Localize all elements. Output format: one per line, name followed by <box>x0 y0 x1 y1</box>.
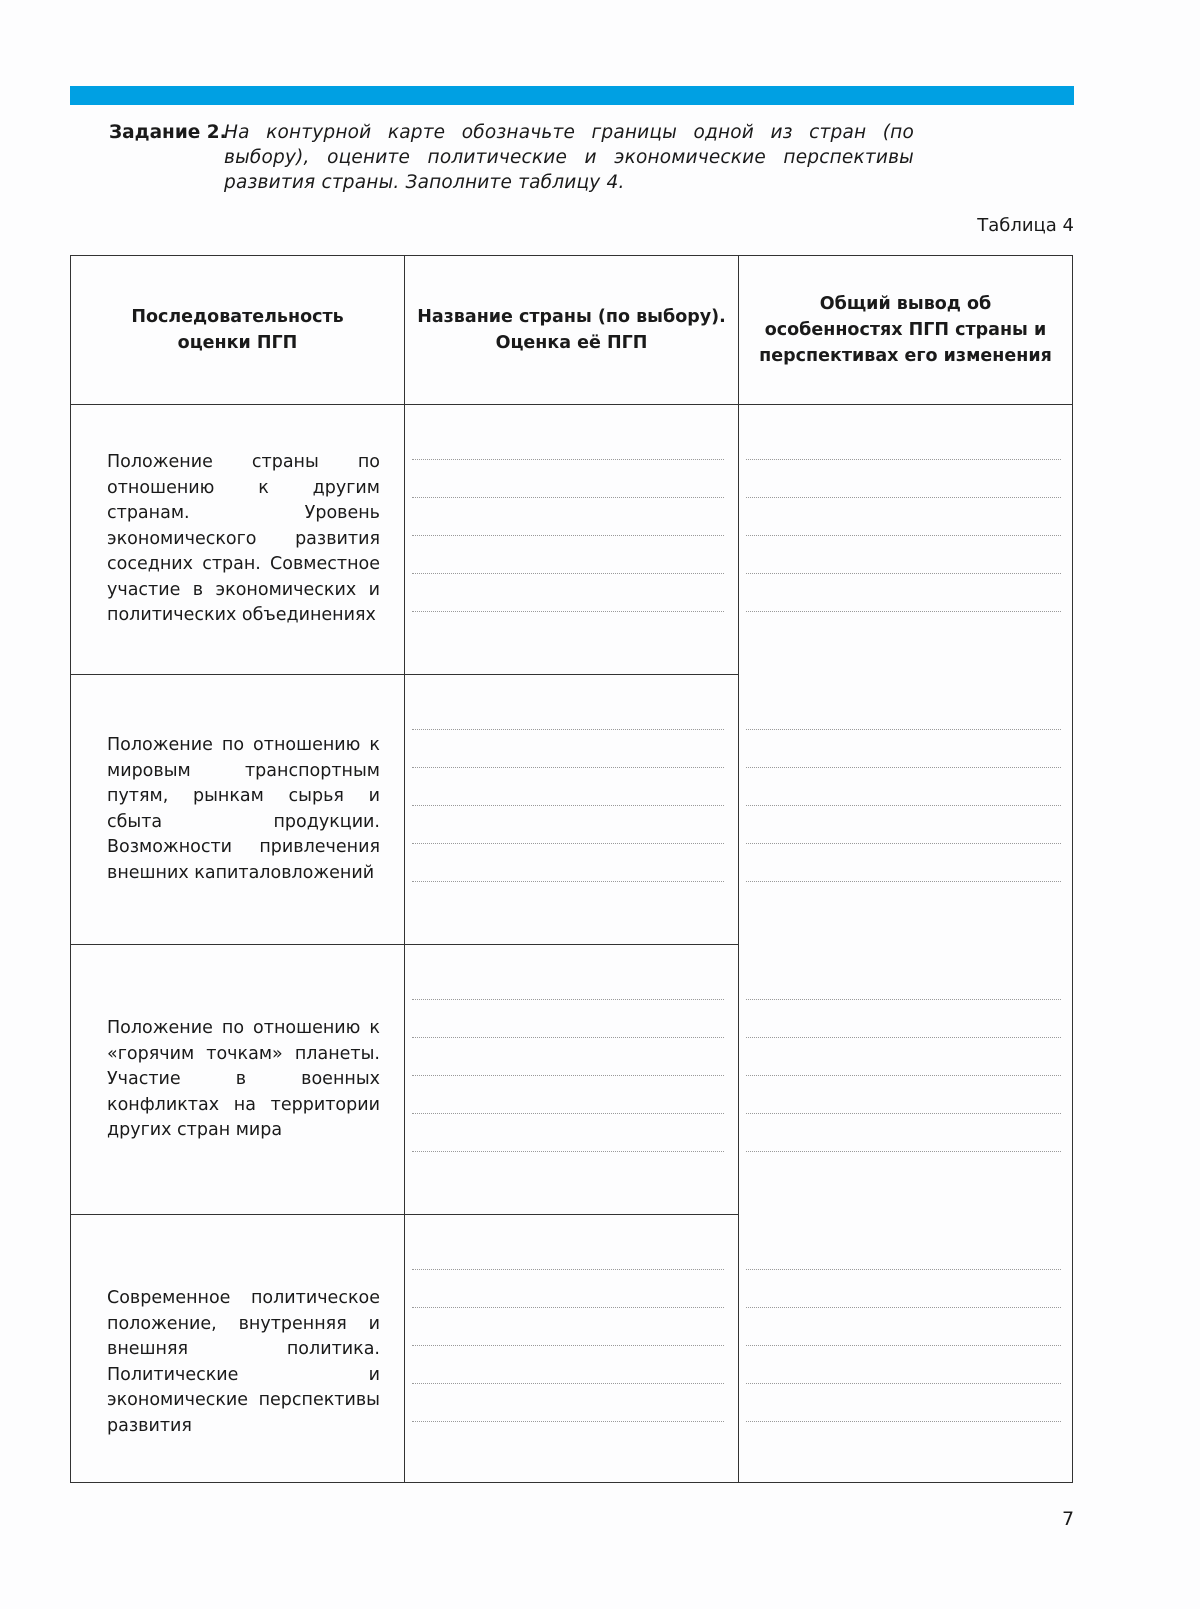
dotted-writing-line <box>746 805 1061 806</box>
dotted-writing-line <box>412 1037 724 1038</box>
dotted-writing-line <box>412 843 724 844</box>
dotted-writing-line <box>746 497 1061 498</box>
dotted-writing-line <box>412 535 724 536</box>
dotted-writing-line <box>746 1037 1061 1038</box>
assessment-table <box>70 255 1073 1483</box>
header-sequence <box>71 256 404 404</box>
dotted-writing-line <box>746 843 1061 844</box>
dotted-writing-line <box>746 1269 1061 1270</box>
header-conclusion <box>739 256 1072 404</box>
dotted-writing-line <box>412 1113 724 1114</box>
top-accent-bar <box>70 86 1074 105</box>
row-divider <box>71 944 739 945</box>
dotted-writing-line <box>746 1383 1061 1384</box>
dotted-writing-line <box>412 497 724 498</box>
row-4-text: Современное политическое положение, внутренняя и внешняя политика. Политические и экономические перспективы развития <box>107 1288 380 1436</box>
header-country <box>405 256 738 404</box>
header-country-text: Название страны (по выбору). Оценка её ПГП <box>417 307 726 353</box>
dotted-writing-line <box>412 1151 724 1152</box>
dotted-writing-line <box>746 611 1061 612</box>
dotted-writing-line <box>412 767 724 768</box>
column-divider <box>738 256 739 1482</box>
dotted-writing-line <box>746 459 1061 460</box>
dotted-writing-line <box>412 1307 724 1308</box>
task-text: На контурной карте обозначьте границы одной из стран (по выбору), оцените политические и экономические перспективы развития страны. Заполните таблицу 4. <box>224 122 914 193</box>
table-caption: Таблица 4 <box>977 215 1074 236</box>
task-label: Задание 2. <box>109 122 227 143</box>
page-number: 7 <box>1062 1508 1075 1530</box>
row-2-text: Положение по отношению к мировым транспортным путям, рынкам сырья и сбыта продукции. Возможности привлечения внешних капиталовложений <box>107 735 380 883</box>
dotted-writing-line <box>412 1383 724 1384</box>
row-divider <box>71 1214 739 1215</box>
dotted-writing-line <box>412 611 724 612</box>
row-divider <box>71 674 739 675</box>
dotted-writing-line <box>412 999 724 1000</box>
column-divider <box>404 256 405 1482</box>
header-divider <box>71 404 1072 405</box>
dotted-writing-line <box>746 535 1061 536</box>
dotted-writing-line <box>412 1269 724 1270</box>
header-conclusion-text: Общий вывод об особенностях ПГП страны и перспективах его изменения <box>759 294 1052 366</box>
dotted-writing-line <box>412 805 724 806</box>
dotted-writing-line <box>746 729 1061 730</box>
dotted-writing-line <box>746 1113 1061 1114</box>
dotted-writing-line <box>746 999 1061 1000</box>
dotted-writing-line <box>412 1421 724 1422</box>
dotted-writing-line <box>412 881 724 882</box>
dotted-writing-line <box>412 573 724 574</box>
dotted-writing-line <box>746 767 1061 768</box>
dotted-writing-line <box>412 1075 724 1076</box>
dotted-writing-line <box>746 1151 1061 1152</box>
row-3-text: Положение по отношению к «горячим точкам» планеты. Участие в военных конфликтах на территории других стран мира <box>107 1018 380 1140</box>
header-sequence-text: Последовательность оценки ПГП <box>131 307 344 353</box>
dotted-writing-line <box>746 573 1061 574</box>
dotted-writing-line <box>412 1345 724 1346</box>
dotted-writing-line <box>746 1307 1061 1308</box>
dotted-writing-line <box>412 729 724 730</box>
dotted-writing-line <box>746 881 1061 882</box>
dotted-writing-line <box>746 1345 1061 1346</box>
dotted-writing-line <box>746 1075 1061 1076</box>
dotted-writing-line <box>746 1421 1061 1422</box>
row-1-text: Положение страны по отношению к другим странам. Уровень экономического развития соседних стран. Совместное участие в экономических и политических объединениях <box>107 452 380 625</box>
dotted-writing-line <box>412 459 724 460</box>
